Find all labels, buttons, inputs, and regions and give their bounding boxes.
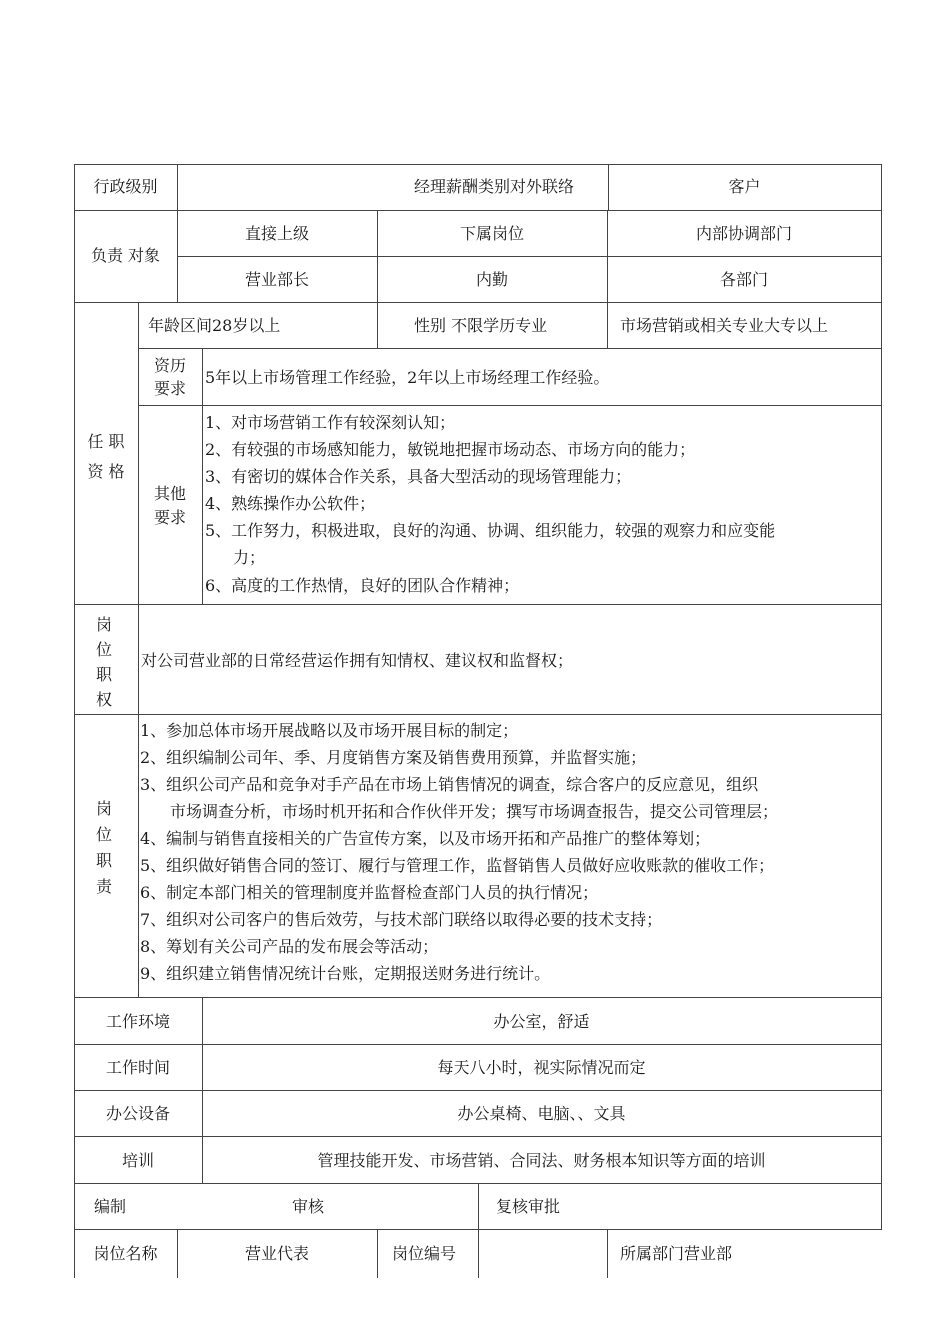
qualification-label-line1: 任 职	[87, 432, 125, 451]
duty-item: 9、组织建立销售情况统计台账，定期报送财务进行统计。	[140, 964, 551, 983]
rule	[74, 604, 882, 605]
authority-label: 岗 位 职 权	[95, 615, 112, 709]
subordinate-post-value: 内勤	[475, 270, 508, 289]
other-label-line1: 其他	[153, 484, 186, 503]
rule	[377, 1229, 378, 1278]
rule	[74, 997, 882, 998]
rule	[74, 302, 882, 303]
department-value: 所属部门营业部	[620, 1244, 733, 1263]
duty-item: 7、组织对公司客户的售后效劳，与技术部门联络以取得必要的技术支持；	[140, 910, 663, 929]
rule	[138, 405, 882, 406]
rule	[478, 1183, 479, 1278]
duty-item: 4、编制与销售直接相关的广告宣传方案，以及市场开拓和产品推广的整体筹划；	[140, 829, 711, 848]
internal-coordination-value: 各部门	[719, 270, 768, 289]
qualification-label-line2: 资 格	[87, 462, 125, 481]
duty-item: 1、参加总体市场开展战略以及市场开展目标的制定；	[140, 721, 519, 740]
rule	[74, 1044, 882, 1045]
other-label-line2: 要求	[153, 508, 186, 527]
direct-supervisor-header: 直接上级	[244, 224, 309, 243]
internal-coordination-header: 内部协调部门	[695, 224, 792, 243]
rule	[202, 348, 203, 605]
post-name-value: 营业代表	[244, 1244, 309, 1263]
reviewed-by-label: 审核	[292, 1197, 325, 1216]
other-requirement-item: 4、熟练操作办公软件；	[205, 494, 376, 513]
duty-item: 6、制定本部门相关的管理制度并监督检查部门人员的执行情况；	[140, 883, 599, 902]
training-label: 培训	[121, 1151, 154, 1170]
rule	[881, 164, 882, 1230]
experience-requirement: 5年以上市场管理工作经验，2年以上市场经理工作经验。	[205, 368, 610, 387]
other-requirement-item: 1、对市场营销工作有较深刻认知；	[205, 413, 456, 432]
duties-label: 岗 位 职 责	[95, 799, 112, 896]
external-contact-value: 客户	[728, 177, 761, 196]
direct-supervisor-value: 营业部长	[244, 270, 309, 289]
post-code-label: 岗位编号	[392, 1244, 457, 1263]
rule	[74, 210, 882, 211]
work-environment-label: 工作环境	[105, 1012, 170, 1031]
responsible-target-label: 负责 对象	[90, 246, 161, 265]
rule	[74, 1136, 882, 1137]
work-environment-value: 办公室，舒适	[493, 1012, 590, 1031]
duty-item: 2、组织编制公司年、季、月度销售方案及销售费用预算，并监督实施；	[140, 748, 647, 767]
gender-education-requirement: 性别 不限学历专业	[414, 316, 548, 335]
subordinate-post-header: 下属岗位	[459, 224, 524, 243]
experience-label-line1: 资历	[153, 356, 186, 375]
compiled-by-label: 编制	[94, 1197, 127, 1216]
admin-level-label: 行政级别	[93, 177, 158, 196]
salary-category-text: 经理薪酬类别对外联络	[414, 177, 575, 196]
rule	[607, 1229, 608, 1278]
post-name-label: 岗位名称	[93, 1244, 158, 1263]
other-requirement-item: 5、工作努力，积极进取，良好的沟通、协调、组织能力，较强的观察力和应变能	[205, 521, 776, 540]
other-requirement-item: 2、有较强的市场感知能力，敏锐地把握市场动态、市场方向的能力；	[205, 440, 696, 459]
age-requirement: 年龄区间28岁以上	[148, 316, 281, 335]
duty-item: 8、筹划有关公司产品的发布展会等活动；	[140, 937, 439, 956]
duty-item: 市场调查分析，市场时机开拓和合作伙伴开发；撰写市场调查报告，提交公司管理层；	[170, 802, 779, 821]
training-value: 管理技能开发、市场营销、合同法、财务根本知识等方面的培训	[317, 1151, 766, 1170]
other-requirement-item: 3、有密切的媒体合作关系，具备大型活动的现场管理能力；	[205, 467, 632, 486]
office-equipment-value: 办公桌椅、电脑、、文具	[457, 1104, 626, 1123]
rule	[177, 256, 882, 257]
major-requirement: 市场营销或相关专业大专以上	[620, 316, 829, 335]
authority-text: 对公司营业部的日常经营运作拥有知情权、建议权和监督权；	[141, 651, 574, 670]
other-requirement-item: 力；	[233, 548, 266, 567]
other-requirement-item: 6、高度的工作热情，良好的团队合作精神；	[205, 576, 520, 595]
work-time-value: 每天八小时，视实际情况而定	[437, 1058, 646, 1077]
duty-item: 3、组织公司产品和竞争对手产品在市场上销售情况的调查，综合客户的反应意见，组织	[140, 775, 759, 794]
rule	[138, 714, 139, 997]
approved-by-label: 复核审批	[496, 1197, 561, 1216]
duty-item: 5、组织做好销售合同的签订、履行与管理工作，监督销售人员做好应收账款的催收工作；	[140, 856, 775, 875]
office-equipment-label: 办公设备	[105, 1104, 170, 1123]
work-time-label: 工作时间	[105, 1058, 170, 1077]
rule	[138, 348, 882, 349]
rule	[74, 164, 882, 165]
experience-label-line2: 要求	[153, 379, 186, 398]
rule	[74, 1090, 882, 1091]
rule	[74, 714, 882, 715]
